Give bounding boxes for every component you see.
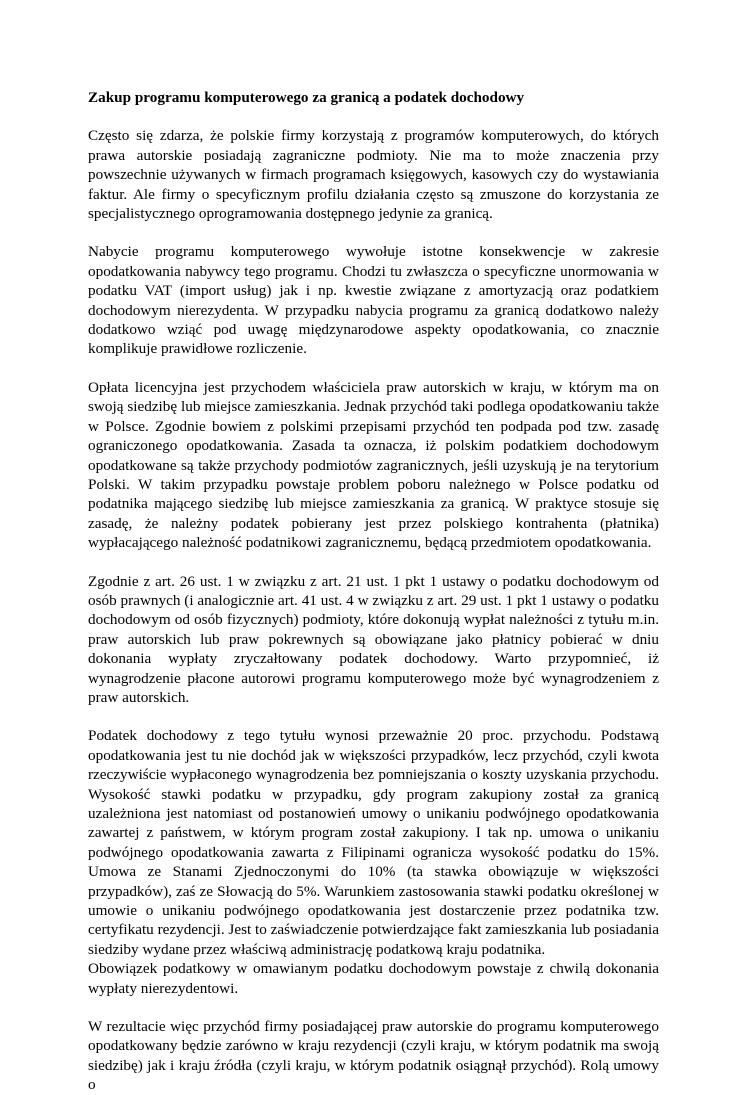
paragraph-tax-obligation: Obowiązek podatkowy w omawianym podatku dochodowym powstaje z chwilą dokonania wypłaty nierezydentowi. xyxy=(88,960,659,997)
paragraph-conclusion: W rezultacie więc przychód firmy posiadającej praw autorskie do programu komputerowego opodatkowany będzie zarówno w kraju rezydencji (czyli kraju, w którym podatnik ma swoją siedzibę) jak i kraju źródła (czyli kraju, w którym podatnik osiągnął przychód). Rolą umowy o xyxy=(88,1018,659,1094)
document-title: Zakup programu komputerowego za granicą a podatek dochodowy xyxy=(88,89,525,106)
paragraph-intro: Często się zdarza, że polskie firmy korzystają z programów komputerowych, do których prawa autorskie posiadają zagraniczne podmioty. Nie ma to może znaczenia przy powszechnie używanych w firmach programach księgowych, kasowych czy do wystawiania faktur. Ale firmy o specyficznym profilu działania często są zmuszone do korzystania ze specjalistycznego oprogramowania dostępnego jedynie za granicą. xyxy=(88,127,659,223)
paragraph-license-fee: Opłata licencyjna jest przychodem właściciela praw autorskich w kraju, w którym ma on swoją siedzibę lub miejsce zamieszkania. Jednak przychód taki podlega opodatkowaniu także w Polsce. Zgodnie bowiem z polskimi przepisami przychód ten podpada pod tzw. zasadę ograniczonego opodatkowania. Zasada ta oznacza, iż polskim podatkiem dochodowym opodatkowane są także przychody podmiotów zagranicznych, jeśli uzyskują je na terytorium Polski. W takim przypadku powstaje problem poboru należnego w Polsce podatku od podatnika mającego siedzibę lub miejsce zamieszkania za granicą. W praktyce stosuje się zasadę, że należny podatek pobierany jest przez polskiego kontrahenta (płatnika) wypłacającego należność podatnikowi zagranicznemu, będącą przedmiotem opodatkowania. xyxy=(88,378,659,552)
paragraph-legal-basis: Zgodnie z art. 26 ust. 1 w związku z art. 21 ust. 1 pkt 1 ustawy o podatku dochodowym od osób prawnych (i analogicznie art. 41 ust. 4 w związku z art. 29 ust. 1 pkt 1 ustawy o podatku dochodowym od osób fizycznych) podmioty, które dokonują wypłat należności z tytułu m.in. praw autorskich lub praw pokrewnych są obowiązane jako płatnicy pobierać w dniu dokonania wypłaty zryczałtowany podatek dochodowy. Warto przypomnieć, iż wynagrodzenie płacone autorowi programu komputerowego może być wynagrodzeniem z praw autorskich. xyxy=(88,572,659,706)
paragraph-consequences: Nabycie programu komputerowego wywołuje istotne konsekwencje w zakresie opodatkowania nabywcy tego programu. Chodzi tu zwłaszcza o specyficzne unormowania w podatku VAT (import usług) jak i np. kwestie związane z amortyzacją oraz podatkiem dochodowym nierezydenta. W przypadku nabycia programu za granicą dodatkowo należy dodatkowo wziąć pod uwagę międzynarodowe aspekty opodatkowania, co znacznie komplikuje prawidłowe rozliczenie. xyxy=(88,243,659,358)
paragraph-tax-rate: Podatek dochodowy z tego tytułu wynosi przeważnie 20 proc. przychodu. Podstawą opodatkowania jest tu nie dochód jak w większości przypadków, lecz przychód, czyli kwota rzeczywiście wypłaconego wynagrodzenia bez pomniejszania o koszty uzyskania przychodu. Wysokość stawki podatku w przypadku, gdy program zakupiony został za granicą uzależniona jest natomiast od postanowień umowy o unikaniu podwójnego opodatkowania zawartej z państwem, w którym program został zakupiony. I tak np. umowa o unikaniu podwójnego opodatkowania zawarta z Filipinami ogranicza wysokość podatku do 15%. Umowa ze Stanami Zjednoczonymi do 10% (ta stawka obowiązuje w większości przypadków), zaś ze Słowacją do 5%. Warunkiem zastosowania stawki podatku określonej w umowie o unikaniu podwójnego opodatkowania jest dostarczenie przez podatnika tzw. certyfikatu rezydencji. Jest to zaświadczenie potwierdzające fakt zamieszkania lub posiadania siedziby wydane przez właściwą administrację podatkową kraju podatnika. xyxy=(88,727,659,958)
